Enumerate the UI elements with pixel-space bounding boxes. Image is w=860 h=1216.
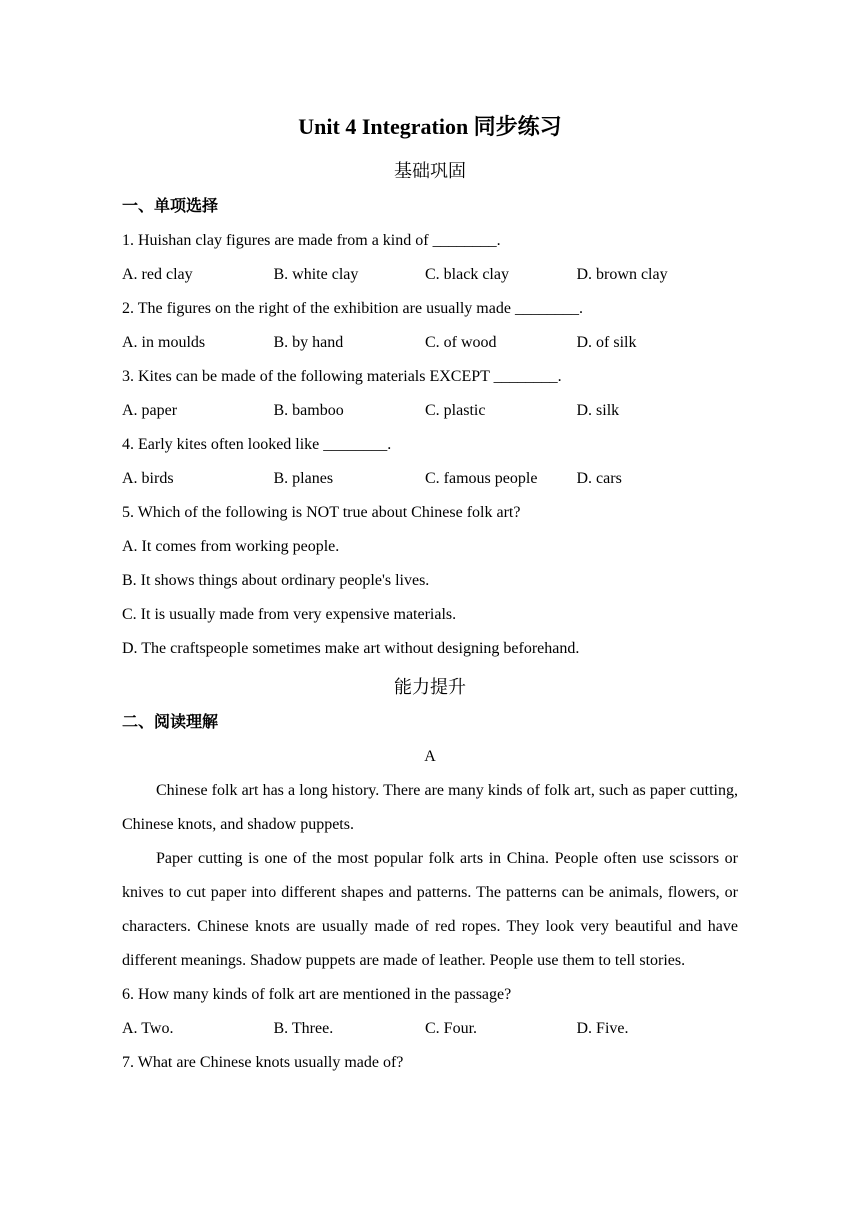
option: D. silk: [576, 402, 620, 419]
passage-paragraph-2: Paper cutting is one of the most popular folk arts in China. People often use scissors or knives to cut paper into different shapes and patterns. The patterns can be animals, flowers, or characters. Chinese knots are usually made of red ropes. They look very beautiful and have different meanings. Shadow puppets are made of leather. People use them to tell stories.: [122, 850, 738, 969]
option: C. black clay: [425, 266, 509, 283]
option: C. Four.: [425, 1020, 478, 1037]
option: C. of wood: [425, 334, 497, 351]
question-3: 3. Kites can be made of the following materials EXCEPT ________.: [122, 368, 562, 385]
option: D. brown clay: [576, 266, 668, 283]
option: D. Five.: [576, 1020, 629, 1037]
question-1-options: [122, 263, 738, 287]
section-heading-multiple-choice: 一、单项选择: [122, 198, 219, 215]
question-5-option-a: A. It comes from working people.: [122, 538, 340, 555]
question-5-option-c: C. It is usually made from very expensive materials.: [122, 606, 457, 623]
option: B. by hand: [273, 334, 344, 351]
option: A. in moulds: [122, 334, 206, 351]
question-6: 6. How many kinds of folk art are mentioned in the passage?: [122, 986, 512, 1003]
question-5-option-d: D. The craftspeople sometimes make art without designing beforehand.: [122, 640, 580, 657]
basic-heading: 基础巩固: [394, 161, 466, 181]
passage-paragraph-1: Chinese folk art has a long history. There are many kinds of folk art, such as paper cutting, Chinese knots, and shadow puppets.: [122, 782, 738, 833]
question-4-options: [122, 467, 738, 491]
document-content: [122, 111, 738, 1075]
advanced-heading: 能力提升: [394, 677, 466, 697]
option: A. birds: [122, 470, 174, 487]
page-title: Unit 4 Integration 同步练习: [298, 114, 562, 139]
option: B. planes: [273, 470, 334, 487]
passage-label: A: [424, 748, 436, 765]
question-5-option-b: B. It shows things about ordinary people's lives.: [122, 572, 430, 589]
option: C. plastic: [425, 402, 486, 419]
option: D. cars: [576, 470, 622, 487]
option: A. red clay: [122, 266, 193, 283]
option: A. Two.: [122, 1020, 174, 1037]
option: B. bamboo: [273, 402, 344, 419]
option: C. famous people: [425, 470, 538, 487]
option: B. white clay: [273, 266, 359, 283]
question-1: 1. Huishan clay figures are made from a kind of ________.: [122, 232, 501, 249]
question-6-options: [122, 1017, 738, 1041]
question-3-options: [122, 399, 738, 423]
question-2: 2. The figures on the right of the exhibition are usually made ________.: [122, 300, 583, 317]
section-heading-reading: 二、阅读理解: [122, 714, 219, 731]
option: D. of silk: [576, 334, 637, 351]
question-4: 4. Early kites often looked like ________.: [122, 436, 392, 453]
question-5: 5. Which of the following is NOT true about Chinese folk art?: [122, 504, 521, 521]
option: B. Three.: [273, 1020, 334, 1037]
question-2-options: [122, 331, 738, 355]
option: A. paper: [122, 402, 178, 419]
question-7: 7. What are Chinese knots usually made of?: [122, 1054, 404, 1071]
